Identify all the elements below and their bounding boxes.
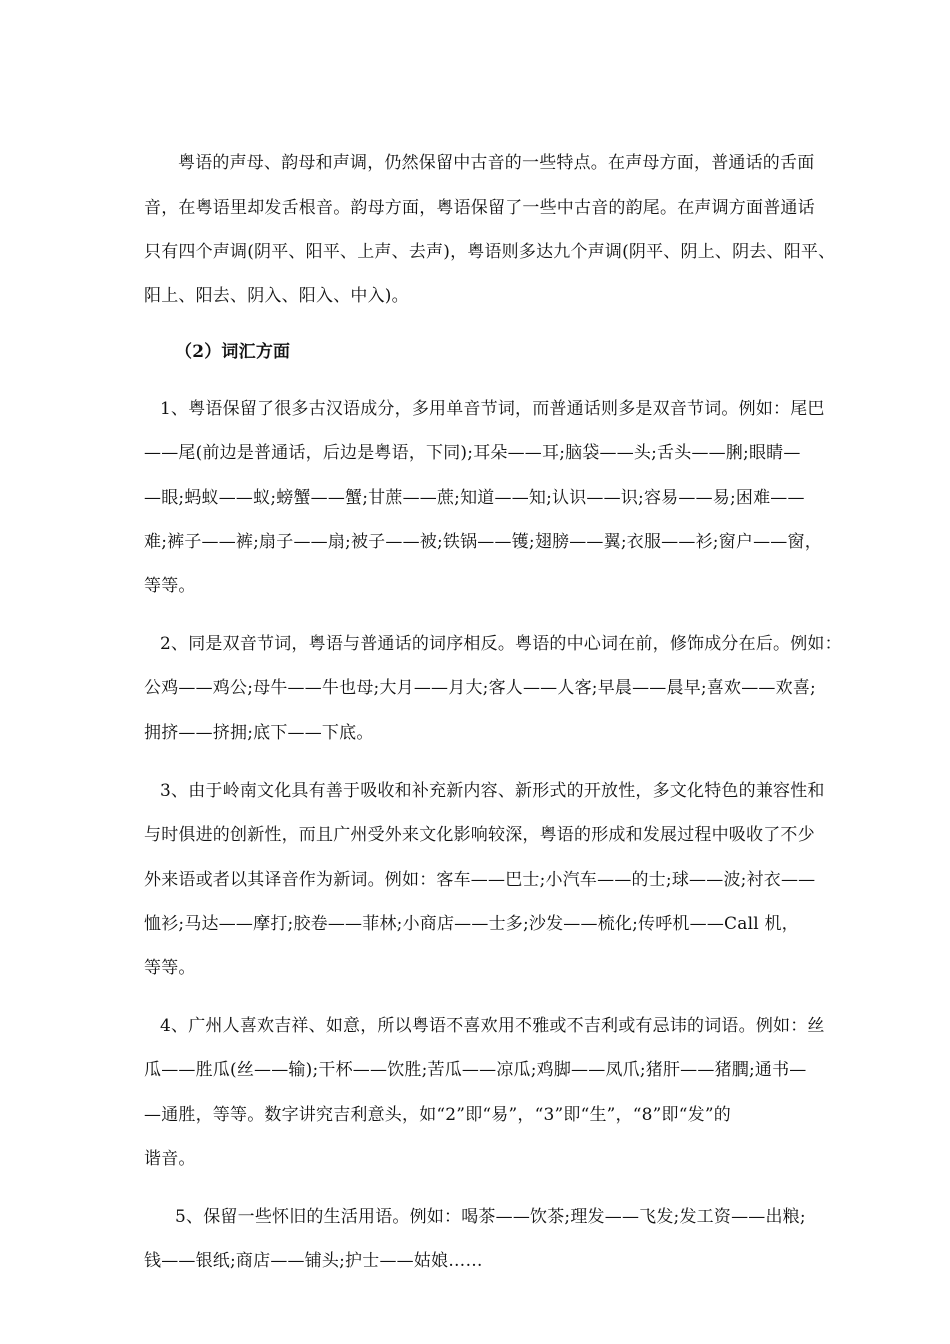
paragraph-2-line-4: 难;裤子——裤;扇子——扇;被子——被;铁锅——镬;翅膀——翼;衣服——衫;窗户——窗，	[144, 532, 822, 552]
paragraph-1-line-2: 音，在粤语里却发舌根音。韵母方面，粤语保留了一些中古音的韵尾。在声调方面普通话	[144, 198, 815, 218]
paragraph-2-line-2: ——尾(前边是普通话，后边是粤语，下同);耳朵——耳;脑袋——头;舌头——脷;眼睛—	[144, 443, 801, 463]
paragraph-4-line-3: 外来语或者以其译音作为新词。例如：客车——巴士;小汽车——的士;球——波;衬衣——	[144, 870, 816, 890]
paragraph-4-line-4: 恤衫;马达——摩打;胶卷——菲林;小商店——士多;沙发——梳化;传呼机——Call 机，	[144, 914, 799, 934]
paragraph-4-line-2: 与时俱进的创新性，而且广州受外来文化影响较深，粤语的形成和发展过程中吸收了不少	[144, 825, 815, 845]
paragraph-2-line-3: —眼;蚂蚁——蚁;螃蟹——蟹;甘蔗——蔗;知道——知;认识——识;容易——易;困难——	[144, 488, 805, 508]
paragraph-1-line-3: 只有四个声调(阴平、阳平、上声、去声)，粤语则多达九个声调(阴平、阴上、阴去、阳平、	[144, 242, 836, 262]
paragraph-2-line-1: 1、粤语保留了很多古汉语成分，多用单音节词，而普通话则多是双音节词。例如：尾巴	[160, 399, 825, 419]
paragraph-5-line-1: 4、广州人喜欢吉祥、如意，所以粤语不喜欢用不雅或不吉利或有忌讳的词语。例如：丝	[160, 1016, 825, 1036]
paragraph-3-line-3: 拥挤——挤拥;底下——下底。	[144, 723, 374, 743]
paragraph-1-line-1: 粤语的声母、韵母和声调，仍然保留中古音的一些特点。在声母方面，普通话的舌面	[178, 153, 815, 173]
paragraph-6-line-1: 5、保留一些怀旧的生活用语。例如：喝茶——饮茶;理发——飞发;发工资——出粮;	[175, 1207, 806, 1227]
paragraph-1-line-4: 阳上、阳去、阴入、阳入、中入)。	[144, 286, 409, 306]
paragraph-5-line-3: —通胜，等等。数字讲究吉利意头，如“2”即“易”，“3”即“生”，“8”即“发”的	[144, 1105, 731, 1125]
paragraph-2-line-5: 等等。	[144, 576, 196, 596]
paragraph-6-line-2: 钱——银纸;商店——铺头;护士——姑娘……	[144, 1251, 483, 1271]
paragraph-4-line-5: 等等。	[144, 958, 196, 978]
paragraph-5-line-2: 瓜——胜瓜(丝——输);干杯——饮胜;苦瓜——凉瓜;鸡脚——凤爪;猪肝——猪膶;通书—	[144, 1060, 807, 1080]
paragraph-3-line-2: 公鸡——鸡公;母牛——牛也母;大月——月大;客人——人客;早晨——晨早;喜欢——欢喜;	[144, 678, 816, 698]
paragraph-5-line-4: 谐音。	[144, 1149, 196, 1169]
paragraph-3-line-1: 2、同是双音节词，粤语与普通话的词序相反。粤语的中心词在前，修饰成分在后。例如：	[160, 634, 842, 654]
section-heading: （2）词汇方面	[175, 342, 291, 362]
paragraph-4-line-1: 3、由于岭南文化具有善于吸收和补充新内容、新形式的开放性，多文化特色的兼容性和	[160, 781, 825, 801]
